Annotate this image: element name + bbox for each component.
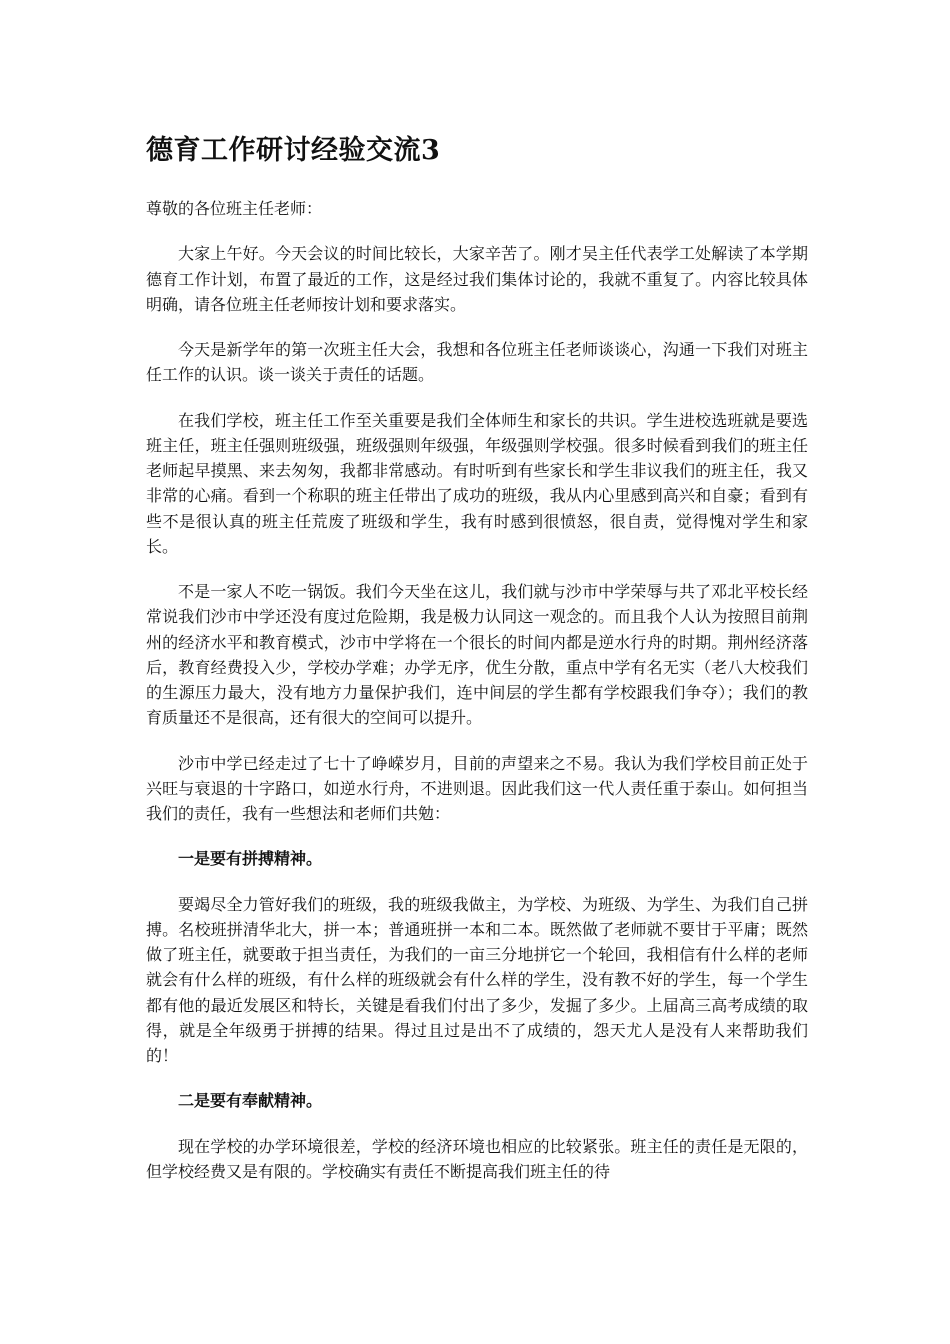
body-paragraph: 现在学校的办学环境很差，学校的经济环境也相应的比较紧张。班主任的责任是无限的，但学校经费又是有限的。学校确实有责任不断提高我们班主任的待 bbox=[146, 1136, 808, 1181]
body-paragraph: 不是一家人不吃一锅饭。我们今天坐在这儿，我们就与沙市中学荣辱与共了邓北平校长经常说我们沙市中学还没有度过危险期，我是极力认同这一观念的。而且我个人认为按照目前荆州的经济水平和教育模式，沙市中学将在一个很长的时间内都是逆水行舟的时期。荆州经济落后，教育经费投入少，学校办学难；办学无序，优生分散，重点中学有名无实（老八大校我们的生源压力最大，没有地方力量保护我们，连中间层的学生都有学校跟我们争夺）；我们的教育质量还不是很高，还有很大的空间可以提升。 bbox=[146, 582, 808, 728]
section-heading: 一是要有拼搏精神。 bbox=[178, 849, 323, 869]
body-paragraph: 今天是新学年的第一次班主任大会，我想和各位班主任老师谈谈心，沟通一下我们对班主任工作的认识。谈一谈关于责任的话题。 bbox=[146, 340, 808, 385]
salutation: 尊敬的各位班主任老师： bbox=[146, 199, 323, 218]
body-paragraph: 大家上午好。今天会议的时间比较长，大家辛苦了。刚才吴主任代表学工处解读了本学期德育工作计划，布置了最近的工作，这是经过我们集体讨论的，我就不重复了。内容比较具体明确，请各位班主任老师按计划和要求落实。 bbox=[146, 244, 808, 314]
document-body bbox=[146, 196, 808, 1204]
body-paragraph: 要竭尽全力管好我们的班级，我的班级我做主，为学校、为班级、为学生、为我们自己拼搏。名校班拼清华北大，拼一本；普通班拼一本和二本。既然做了老师就不要甘于平庸；既然做了班主任，就要敢于担当责任，为我们的一亩三分地拼它一个轮回，我相信有什么样的老师就会有什么样的班级，有什么样的班级就会有什么样的学生，没有教不好的学生，每一个学生都有他的最近发展区和特长，关键是看我们付出了多少，发掘了多少。上届高三高考成绩的取得，就是全年级勇于拼搏的结果。得过且过是出不了成绩的，怨天尤人是没有人来帮助我们的！ bbox=[146, 894, 808, 1065]
document-title: 德育工作研讨经验交流3 bbox=[146, 135, 441, 166]
body-paragraph: 在我们学校，班主任工作至关重要是我们全体师生和家长的共识。学生进校选班就是要选班主任，班主任强则班级强，班级强则年级强，年级强则学校强。很多时候看到我们的班主任老师起早摸黑、来去匆匆，我都非常感动。有时听到有些家长和学生非议我们的班主任，我又非常的心痛。看到一个称职的班主任带出了成功的班级，我从内心里感到高兴和自豪；看到有些不是很认真的班主任荒废了班级和学生，我有时感到很愤怒，很自责，觉得愧对学生和家长。 bbox=[146, 410, 808, 556]
section-heading: 二是要有奉献精神。 bbox=[178, 1091, 323, 1111]
body-paragraph: 沙市中学已经走过了七十了峥嵘岁月，目前的声望来之不易。我认为我们学校目前正处于兴旺与衰退的十字路口，如逆水行舟，不进则退。因此我们这一代人责任重于泰山。如何担当我们的责任，我有一些想法和老师们共勉： bbox=[146, 753, 808, 823]
